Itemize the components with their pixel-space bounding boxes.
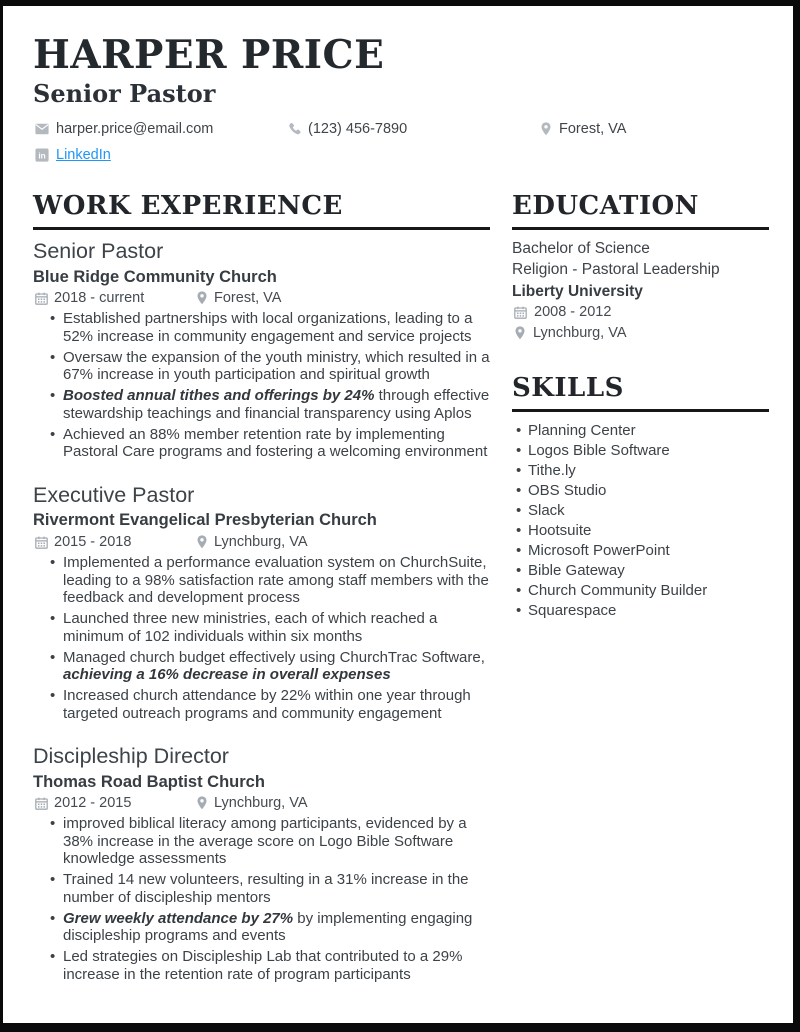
phone-text: (123) 456-7890 (308, 120, 408, 137)
job-dates-text: 2015 - 2018 (54, 534, 132, 551)
skill-item: • OBS Studio (528, 481, 769, 501)
calendar-icon (35, 536, 48, 549)
phone-icon (288, 122, 301, 135)
jobs-list (33, 239, 490, 984)
job-bullet: • Managed church budget effectively using ChurchTrac Software, achieving a 16% decrease in overall expenses (63, 649, 490, 684)
job-location (196, 290, 281, 306)
resume-header (33, 32, 769, 163)
education-section (512, 192, 769, 343)
job-bullet: • Grew weekly attendance by 27% by implementing engaging discipleship programs and events (63, 910, 490, 945)
skill-item: • Microsoft PowerPoint (528, 541, 769, 561)
calendar-icon (514, 306, 527, 319)
right-column (512, 192, 769, 987)
job-location (196, 534, 308, 550)
candidate-title: Senior Pastor (33, 79, 216, 109)
job-bullet: • Led strategies on Discipleship Lab that contributed to a 29% increase in the retention rate of program participants (63, 948, 490, 983)
email-icon (35, 123, 49, 135)
job-entry (33, 483, 490, 722)
job-bullets (33, 815, 490, 983)
linkedin-link[interactable]: LinkedIn (56, 146, 111, 163)
job-bullets (33, 310, 490, 461)
education-entry (512, 238, 769, 344)
job-bullet: • Launched three new ministries, each of which reached a minimum of 102 individuals within six months (63, 610, 490, 645)
skill-item: • Hootsuite (528, 521, 769, 541)
job-bullet: • Implemented a performance evaluation system on ChurchSuite, leading to a 98% satisfaction rate among staff members with the feedback and development process (63, 554, 490, 607)
contact-bar (33, 121, 769, 163)
education-location (512, 323, 769, 344)
education-dates (512, 302, 769, 323)
job-dates-text: 2012 - 2015 (54, 795, 132, 812)
skill-item: • Planning Center (528, 421, 769, 441)
education-location-text: Lynchburg, VA (533, 324, 627, 341)
job-company: Blue Ridge Community Church (33, 267, 277, 286)
job-bullets (33, 554, 490, 722)
job-company: Rivermont Evangelical Presbyterian Church (33, 511, 377, 530)
job-bullet: • Oversaw the expansion of the youth ministry, which resulted in a 67% increase in youth participation and spiritual growth (63, 349, 490, 384)
skills-heading: SKILLS (512, 374, 769, 412)
job-bullet: • Boosted annual tithes and offerings by 24% through effective stewardship teachings and financial transparency using Aplos (63, 387, 490, 422)
contact-phone (288, 121, 540, 137)
job-dates-text: 2018 - current (54, 290, 145, 307)
email-text: harper.price@email.com (56, 120, 214, 137)
education-field: Religion - Pastoral Leadership (512, 261, 720, 279)
skill-item: • Logos Bible Software (528, 441, 769, 461)
job-meta (33, 534, 490, 550)
location-pin-icon (196, 535, 208, 549)
job-title: Discipleship Director (33, 744, 229, 769)
svg-text:in: in (38, 150, 46, 161)
job-entry (33, 239, 490, 461)
candidate-name: HARPER PRICE (33, 32, 385, 78)
skill-item: • Church Community Builder (528, 581, 769, 601)
calendar-icon (35, 292, 48, 305)
calendar-icon (35, 797, 48, 810)
education-heading: EDUCATION (512, 192, 769, 230)
work-experience-section (33, 192, 490, 987)
skill-item: • Tithe.ly (528, 461, 769, 481)
job-dates (35, 290, 196, 306)
contact-location (540, 121, 769, 137)
job-bullet: • improved biblical literacy among participants, evidenced by a 38% increase in the average score on Logo Bible Software knowledge assessments (63, 815, 490, 868)
location-pin-icon (540, 122, 552, 136)
job-title: Executive Pastor (33, 482, 195, 507)
job-location-text: Lynchburg, VA (214, 795, 308, 812)
skill-item: • Bible Gateway (528, 561, 769, 581)
skills-list (512, 421, 769, 621)
contact-linkedin (35, 147, 769, 163)
location-text: Forest, VA (559, 120, 627, 137)
job-title: Senior Pastor (33, 238, 164, 263)
job-dates (35, 534, 196, 550)
linkedin-icon (35, 148, 49, 162)
job-bullet: • Trained 14 new volunteers, resulting in a 31% increase in the number of discipleship mentors (63, 871, 490, 906)
work-experience-heading: WORK EXPERIENCE (33, 192, 490, 230)
job-entry (33, 744, 490, 983)
education-dates-text: 2008 - 2012 (534, 304, 612, 321)
location-pin-icon (514, 326, 526, 340)
job-dates (35, 795, 196, 811)
job-bullet: • Increased church attendance by 22% within one year through targeted outreach programs and community engagement (63, 687, 490, 722)
job-location-text: Lynchburg, VA (214, 534, 308, 551)
skill-item: • Squarespace (528, 601, 769, 621)
skill-item: • Slack (528, 501, 769, 521)
job-bullet: • Achieved an 88% member retention rate by implementing Pastoral Care programs and fostering a welcoming environment (63, 426, 490, 461)
job-bullet: • Established partnerships with local organizations, leading to a 52% increase in community engagement and service projects (63, 310, 490, 345)
education-degree: Bachelor of Science (512, 239, 650, 257)
location-pin-icon (196, 796, 208, 810)
location-pin-icon (196, 291, 208, 305)
job-location (196, 795, 308, 811)
job-meta (33, 290, 490, 306)
job-meta (33, 795, 490, 811)
job-location-text: Forest, VA (214, 290, 282, 307)
job-company: Thomas Road Baptist Church (33, 772, 265, 791)
resume-page (3, 6, 793, 1023)
education-school: Liberty University (512, 282, 643, 300)
skills-section (512, 374, 769, 621)
contact-email (35, 121, 288, 137)
